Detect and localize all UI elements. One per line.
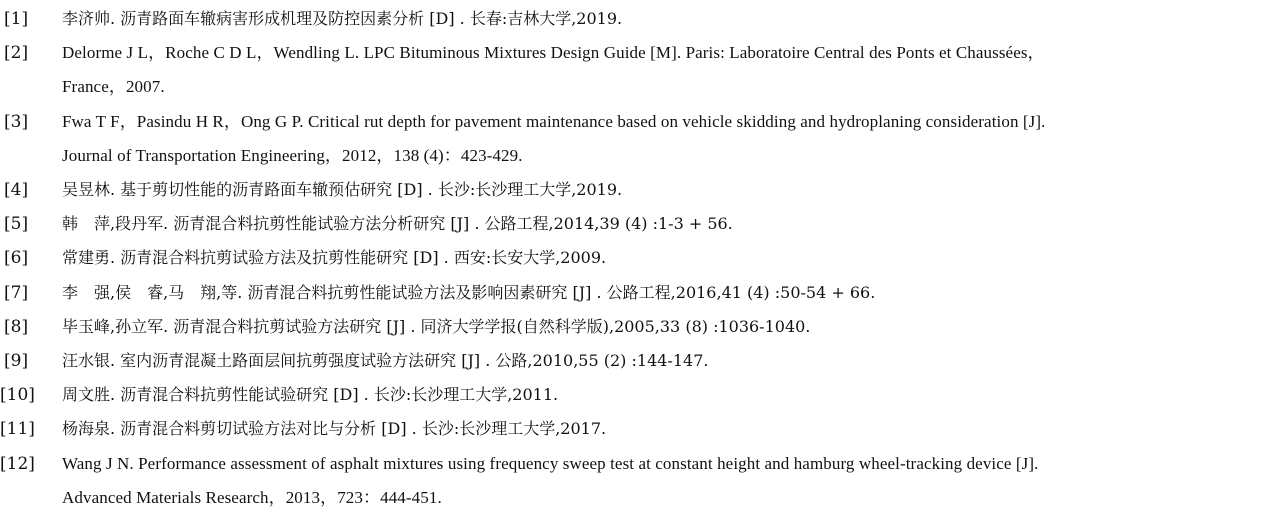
reference-text: 韩 萍,段丹军. 沥青混合料抗剪性能试验方法分析研究 [J] . 公路工程,2014,39 (4) :1-3 + 56.	[62, 214, 733, 233]
reference-number: [8]	[4, 317, 29, 337]
reference-number: [11]	[0, 419, 35, 439]
reference-number: [6]	[4, 248, 29, 268]
reference-text: 常建勇. 沥青混合料抗剪试验方法及抗剪性能研究 [D] . 西安:长安大学,2009.	[62, 248, 607, 267]
reference-text-line: Advanced Materials Research，2013，723：444-451.	[62, 488, 442, 507]
reference-number: [1]	[4, 9, 29, 29]
reference-number: [7]	[4, 283, 29, 303]
reference-text: 吴昱林. 基于剪切性能的沥青路面车辙预估研究 [D] . 长沙:长沙理工大学,2019.	[62, 180, 623, 199]
reference-text-line: France，2007.	[62, 77, 165, 96]
reference-text: 周文胜. 沥青混合料抗剪性能试验研究 [D] . 长沙:长沙理工大学,2011.	[62, 385, 559, 404]
reference-text: 汪水银. 室内沥青混凝土路面层间抗剪强度试验方法研究 [J] . 公路,2010,55 (2) :144-147.	[62, 351, 709, 370]
reference-number: [2]	[4, 43, 29, 63]
reference-number: [4]	[4, 180, 29, 200]
reference-text: 李济帅. 沥青路面车辙病害形成机理及防控因素分析 [D] . 长春:吉林大学,2019.	[62, 9, 623, 28]
reference-number: [3]	[4, 112, 29, 132]
reference-text: 李 强,侯 睿,马 翔,等. 沥青混合料抗剪性能试验方法及影响因素研究 [J] . 公路工程,2016,41 (4) :50-54 + 66.	[62, 283, 876, 302]
reference-text-line: Delorme J L，Roche C D L，Wendling L. LPC Bituminous Mixtures Design Guide [M]. Paris: Laboratoire Central des Ponts et Chaussées，	[62, 43, 1045, 62]
reference-number: [10]	[0, 385, 35, 405]
reference-text: 杨海泉. 沥青混合料剪切试验方法对比与分析 [D] . 长沙:长沙理工大学,2017.	[62, 419, 607, 438]
reference-text-line: Wang J N. Performance assessment of asphalt mixtures using frequency sweep test at constant height and hamburg wheel-tracking device [J].	[62, 454, 1039, 473]
reference-number: [5]	[4, 214, 29, 234]
reference-text-line: Journal of Transportation Engineering，2012，138 (4)：423-429.	[62, 146, 523, 165]
reference-text: 毕玉峰,孙立军. 沥青混合料抗剪试验方法研究 [J] . 同济大学学报(自然科学版),2005,33 (8) :1036-1040.	[62, 317, 811, 336]
reference-number: [9]	[4, 351, 29, 371]
reference-text-line: Fwa T F，Pasindu H R，Ong G P. Critical rut depth for pavement maintenance based on vehicle skidding and hydroplaning consideration [J].	[62, 112, 1046, 131]
reference-number: [12]	[0, 454, 35, 474]
